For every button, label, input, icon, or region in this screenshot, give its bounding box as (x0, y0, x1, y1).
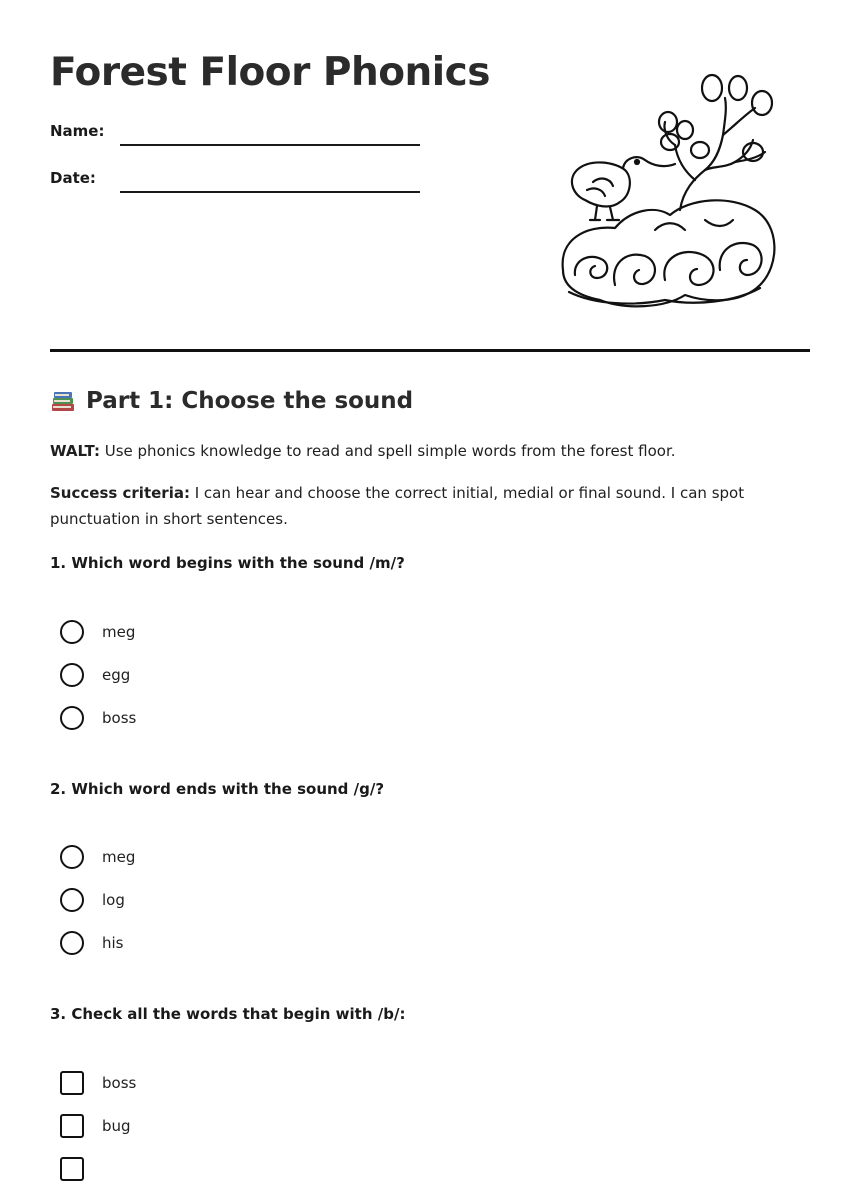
kiwi-bird-on-rock-illustration (555, 70, 780, 310)
date-field[interactable] (50, 169, 430, 199)
option-label: his (102, 933, 124, 952)
radio-button[interactable] (60, 845, 84, 869)
option-label: boss (102, 1073, 137, 1092)
option-label: meg (102, 847, 136, 866)
question-2-options (60, 835, 135, 964)
success-criteria-text: I can hear and choose the correct initial, medial or final sound. I can spot punctuation in short sentences. (50, 484, 745, 528)
radio-button[interactable] (60, 620, 84, 644)
question-2-prompt: 2. Which word ends with the sound /g/? (50, 780, 385, 798)
option-label: bug (102, 1116, 131, 1135)
question-3-options (60, 1061, 136, 1190)
option-label: boss (102, 708, 137, 727)
success-criteria-paragraph (50, 480, 810, 532)
radio-button[interactable] (60, 888, 84, 912)
question-2-option-3[interactable] (60, 921, 135, 964)
walt-paragraph (50, 438, 810, 464)
question-1-option-3[interactable] (60, 696, 136, 739)
part1-heading (50, 388, 413, 414)
part1-heading-text: Part 1: Choose the sound (86, 388, 414, 414)
success-criteria-label: Success criteria: (50, 484, 190, 502)
radio-button[interactable] (60, 931, 84, 955)
option-label: egg (102, 665, 131, 684)
walt-label: WALT: (50, 442, 100, 460)
radio-button[interactable] (60, 706, 84, 730)
date-label: Date: (50, 169, 96, 187)
question-1-prompt: 1. Which word begins with the sound /m/? (50, 554, 405, 572)
question-3-option-1[interactable] (60, 1061, 136, 1104)
name-field[interactable] (50, 122, 430, 152)
checkbox[interactable] (60, 1114, 84, 1138)
radio-button[interactable] (60, 663, 84, 687)
question-1-options (60, 610, 136, 739)
checkbox[interactable] (60, 1157, 84, 1181)
checkbox[interactable] (60, 1071, 84, 1095)
worksheet-title: Forest Floor Phonics (50, 50, 490, 95)
date-line[interactable] (120, 191, 420, 193)
section-divider (50, 349, 810, 352)
walt-text: Use phonics knowledge to read and spell simple words from the forest floor. (104, 442, 676, 460)
question-3-option-2[interactable] (60, 1104, 136, 1147)
worksheet-page (50, 0, 810, 1161)
question-1-option-2[interactable] (60, 653, 136, 696)
name-label: Name: (50, 122, 105, 140)
question-2-option-1[interactable] (60, 835, 135, 878)
name-line[interactable] (120, 144, 420, 146)
books-icon (50, 388, 76, 414)
option-label: meg (102, 622, 136, 641)
question-2-option-2[interactable] (60, 878, 135, 921)
question-1-option-1[interactable] (60, 610, 136, 653)
option-label: log (102, 890, 125, 909)
question-3-option-3[interactable] (60, 1147, 136, 1190)
question-3-prompt: 3. Check all the words that begin with /b/: (50, 1005, 406, 1023)
